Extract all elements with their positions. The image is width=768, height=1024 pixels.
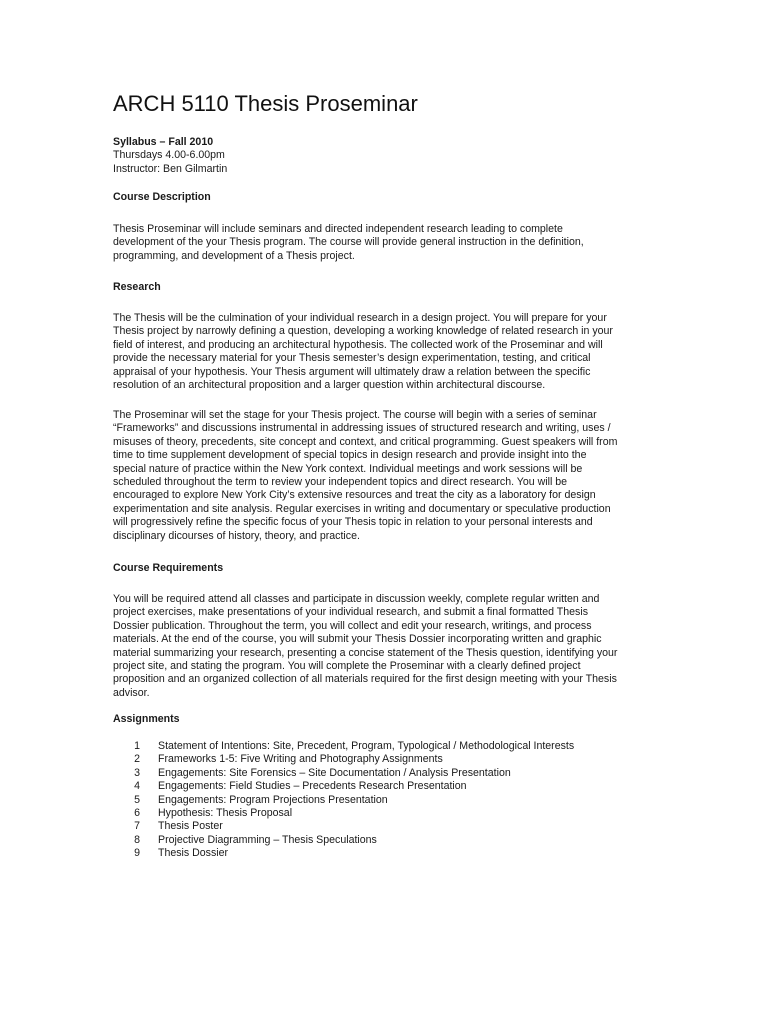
item-text: Frameworks 1-5: Five Writing and Photography Assignments — [158, 753, 443, 766]
paragraph-line: field of interest, and producing an architectural hypothesis. The collected work of the Proseminar and will — [113, 338, 603, 351]
paragraph-line: materials. At the end of the course, you will submit your Thesis Dossier incorporating written and graphic — [113, 633, 602, 646]
paragraph-line: special nature of practice within the New York context. Individual meetings and work sessions will be — [113, 462, 583, 475]
paragraph-line: provide the necessary material for your Thesis semester’s design experimentation, testing, and critical — [113, 352, 591, 365]
item-number: 6 — [134, 807, 140, 820]
page-title: ARCH 5110 Thesis Proseminar — [113, 91, 418, 116]
item-text: Thesis Dossier — [158, 847, 229, 860]
course-requirements-paragraph — [113, 593, 658, 700]
research-paragraph-2 — [113, 409, 658, 543]
paragraph-line: programming, and development of a Thesis project. — [113, 249, 355, 262]
item-text: Hypothesis: Thesis Proposal — [158, 807, 293, 820]
paragraph-line: scheduled throughout the term to review your independent topics and direct research. You will be — [113, 476, 568, 489]
paragraph-line: misuses of theory, precedents, site concept and context, and critical programming. Guest speakers will from — [113, 435, 618, 448]
paragraph-line: The Proseminar will set the stage for your Thesis project. The course will begin with a series of seminar — [113, 409, 597, 421]
paragraph-line: appraisal of your hypothesis. Your Thesis argument will ultimately draw a relation between the specific — [113, 365, 591, 378]
list-item — [113, 740, 574, 753]
item-number: 5 — [134, 793, 140, 806]
item-text: Engagements: Field Studies – Precedents Research Presentation — [158, 780, 467, 793]
paragraph-line: will progressively refine the specific focus of your Thesis topic in relation to your personal interests and — [113, 516, 593, 529]
item-number: 3 — [134, 766, 140, 779]
list-item — [113, 807, 574, 820]
research-heading: Research — [113, 281, 161, 293]
paragraph-line: material summarizing your research, presenting a concise statement of the Thesis question, identifying your — [113, 646, 618, 659]
paragraph-line: development of the your Thesis program. The course will provide general instruction in the definition, — [113, 236, 584, 249]
item-number: 4 — [134, 780, 140, 793]
paragraph-line: project exercises, make presentations of your individual research, and submit a final formatted Thesis — [113, 606, 588, 619]
item-number: 7 — [134, 820, 140, 833]
paragraph-line: advisor. — [113, 686, 150, 699]
item-number: 9 — [134, 847, 140, 860]
item-text: Thesis Poster — [158, 820, 223, 833]
paragraph-line: “Frameworks” and discussions instrumental in addressing issues of structured research and writing, uses / — [113, 422, 611, 435]
paragraph-line: time to time supplement development of special topics in design research and provide insight into the — [113, 449, 587, 462]
assignments-heading: Assignments — [113, 713, 180, 725]
list-item — [113, 794, 574, 807]
item-number: 2 — [134, 753, 140, 766]
assignments-list — [113, 740, 574, 861]
paragraph-line: Dossier publication. Throughout the term, you will collect and edit your research, writings, and process — [113, 619, 592, 632]
instructor-text: Instructor: Ben Gilmartin — [113, 162, 228, 175]
list-item — [113, 753, 574, 766]
item-text: Engagements: Site Forensics – Site Documentation / Analysis Presentation — [158, 766, 511, 779]
syllabus-info — [113, 136, 658, 176]
paragraph-line: encouraged to explore New York City’s extensive resources and treat the city as a laboratory for design — [113, 489, 596, 502]
item-number: 1 — [134, 740, 140, 752]
paragraph-line: The Thesis will be the culmination of your individual research in a design project. You will prepare for your — [113, 312, 607, 324]
paragraph-line: disciplinary dicourses of history, theory, and practice. — [113, 529, 360, 542]
list-item — [113, 847, 574, 860]
paragraph-line: experimentation and site analysis. Regular exercises in writing and documentary or speculative production — [113, 502, 611, 515]
item-text: Engagements: Program Projections Presentation — [158, 793, 388, 806]
paragraph-line: proposition and an organized collection of all materials required for the first design meeting with your Thesis — [113, 673, 617, 686]
item-text: Statement of Intentions: Site, Precedent, Program, Typological / Methodological Interests — [158, 740, 575, 752]
paragraph-line: resolution of an architectural proposition and a larger question within architectural discourse. — [113, 379, 546, 392]
course-description-paragraph — [113, 223, 658, 263]
paragraph-line: Thesis Proseminar will include seminars and directed independent research leading to complete — [113, 223, 563, 235]
course-requirements-heading: Course Requirements — [113, 562, 224, 574]
list-item — [113, 820, 574, 833]
item-number: 8 — [134, 833, 140, 846]
paragraph-line: project site, and stating the program. You will complete the Proseminar with a clearly defined project — [113, 660, 581, 673]
list-item — [113, 834, 574, 847]
research-paragraph-1 — [113, 312, 658, 392]
paragraph-line: Thesis project by narrowly defining a question, developing a working knowledge of related research in your — [113, 325, 613, 338]
paragraph-line: You will be required attend all classes and participate in discussion weekly, complete regular written and — [113, 593, 600, 605]
schedule-text: Thursdays 4.00-6.00pm — [113, 149, 225, 162]
item-text: Projective Diagramming – Thesis Speculations — [158, 833, 377, 846]
list-item — [113, 767, 574, 780]
syllabus-label: Syllabus – Fall 2010 — [113, 136, 214, 148]
course-description-heading: Course Description — [113, 191, 211, 203]
list-item — [113, 780, 574, 793]
